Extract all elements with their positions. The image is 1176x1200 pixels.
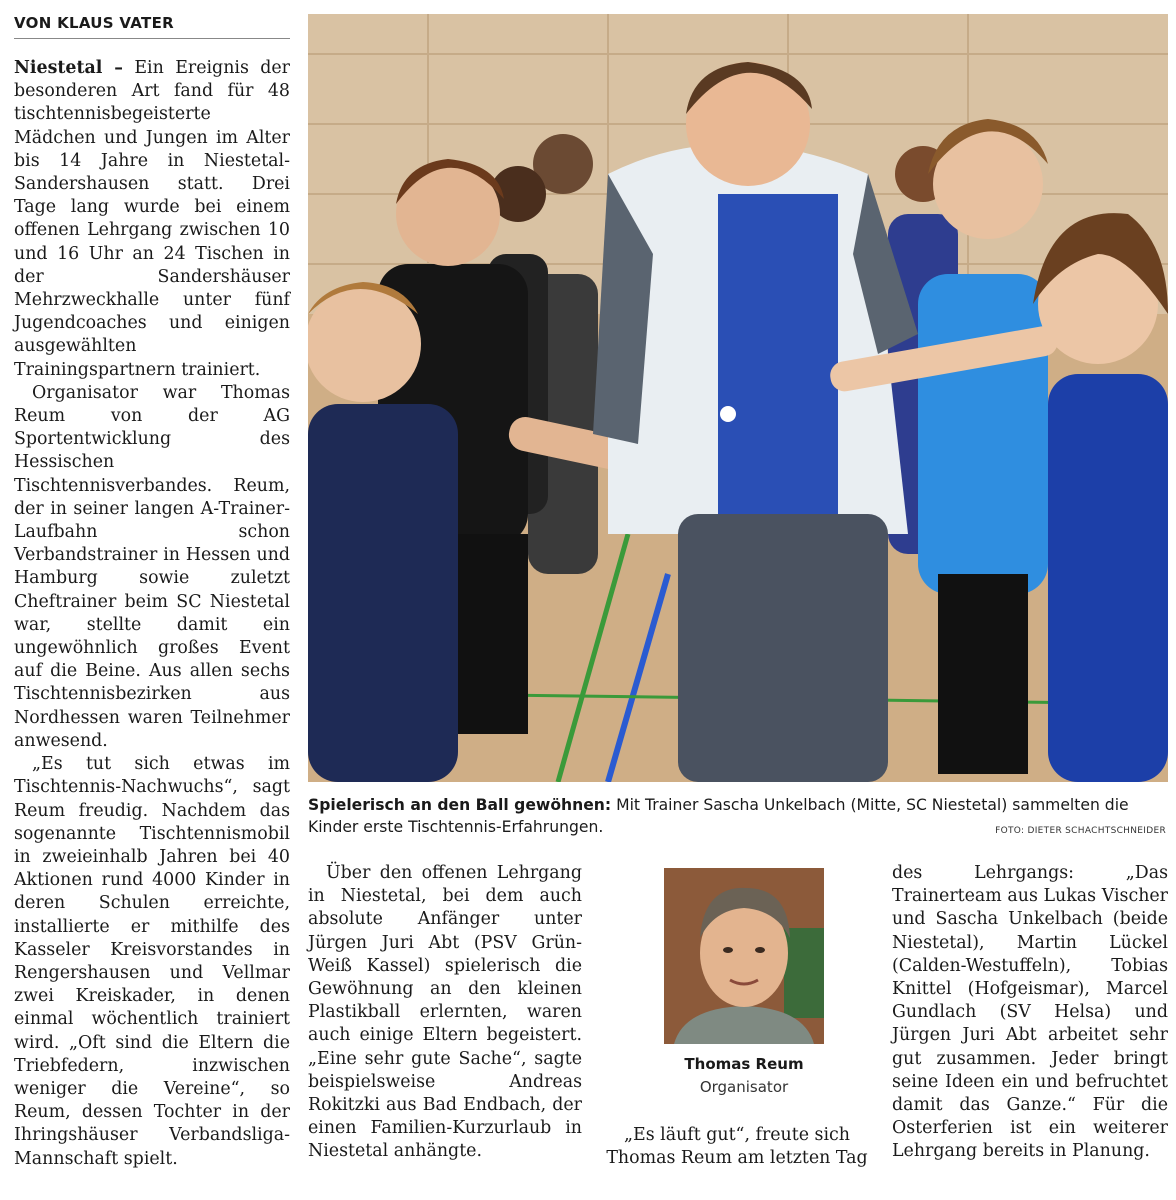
byline: VON KLAUS VATER (14, 14, 290, 39)
paragraph-6: des Lehrgangs: „Das Trainerteam aus Lukas Vischer und Sascha Unkelbach (beide Niestetal), Martin Lückel (Calden-Westuffeln), Tobias Knittel (Hofgeismar), Marcel Gundlach (SV Helsa) und Jürgen Juri Abt arbeitet sehr gut zusammen. Jeder bringt seine Ideen ein und befruchtet damit das Ganze.“ Für die Osterferien ist ein weiterer Lehrgang bereits in Planung. (892, 863, 1168, 1162)
article-column-3 (598, 1124, 876, 1170)
paragraph-1-text: Ein Ereignis der besonderen Art fand für 48 tischtennisbegeisterte Mädchen und Jungen im Alter bis 14 Jahre in Niestetal-Sandershausen statt. Drei Tage lang wurde bei einem offenen Lehrgang zwischen 10 und 16 Uhr an 24 Tischen in der Sandershäuser Mehrzweckhalle unter fünf Jugendcoaches und einigen ausgewählten Trainingspartnern trainiert. (14, 58, 290, 380)
paragraph-5: „Es läuft gut“, freute sich Thomas Reum am letzten Tag (606, 1125, 868, 1169)
main-photo (308, 14, 1168, 782)
caption-text: Mit Trainer Sascha Unkelbach (Mitte, SC Niestetal) sammelten die Kinder erste Tischtennis-Erfahrungen. (308, 796, 1129, 836)
portrait-role: Organisator (699, 1078, 789, 1096)
dateline: Niestetal – (14, 58, 123, 78)
main-photo-illustration (308, 14, 1168, 782)
article-column-4 (892, 862, 1168, 1164)
article-column-2 (308, 862, 582, 1164)
portrait-illustration (664, 868, 824, 1044)
caption-lead: Spielerisch an den Ball gewöhnen: (308, 796, 612, 814)
portrait-name: Thomas Reum (684, 1055, 804, 1073)
paragraph-4: Über den offenen Lehrgang in Niestetal, bei dem auch absolute Anfänger unter Jürgen Juri Abt (PSV Grün-Weiß Kassel) spielerisch die Gewöhnung an den kleinen Plastikball erlernten, waren auch einige Eltern begeistert. „Eine sehr gute Sache“, sagte beispielsweise Andreas Rokitzki aus Bad Endbach, der einen Familien-Kurzurlaub in Niestetal anhängte. (308, 863, 582, 1162)
portrait-photo (664, 868, 824, 1044)
article-column-1 (14, 57, 290, 1171)
paragraph-3: „Es tut sich etwas im Tischtennis-Nachwuchs“, sagt Reum freudig. Nachdem das sogenannte Tischtennismobil in zweieinhalb Jahren bei 40 Aktionen rund 4000 Kinder in deren Schulen erreichte, installierte er mithilfe des Kasseler Kreisvorstandes in Rengershausen und Vellmar zwei Kreiskader, in denen einmal wöchentlich trainiert wird. „Oft sind die Eltern die Triebfedern, inzwischen weniger die Vereine“, so Reum, dessen Tochter in der Ihringshäuser Verbandsliga-Mannschaft spielt. (14, 754, 290, 1169)
paragraph-2: Organisator war Thomas Reum von der AG Sportentwicklung des Hessischen Tischtennisverbandes. Reum, der in seiner langen A-Trainer-Laufbahn schon Verbandstrainer in Hessen und Hamburg sowie zuletzt Cheftrainer beim SC Niestetal war, stellte damit ein ungewöhnlich großes Event auf die Beine. Aus allen sechs Tischtennisbezirken aus Nordhessen waren Teilnehmer anwesend. (14, 382, 290, 751)
photo-credit: FOTO: DIETER SCHACHTSCHNEIDER (995, 826, 1166, 836)
paragraph-1 (14, 57, 290, 382)
